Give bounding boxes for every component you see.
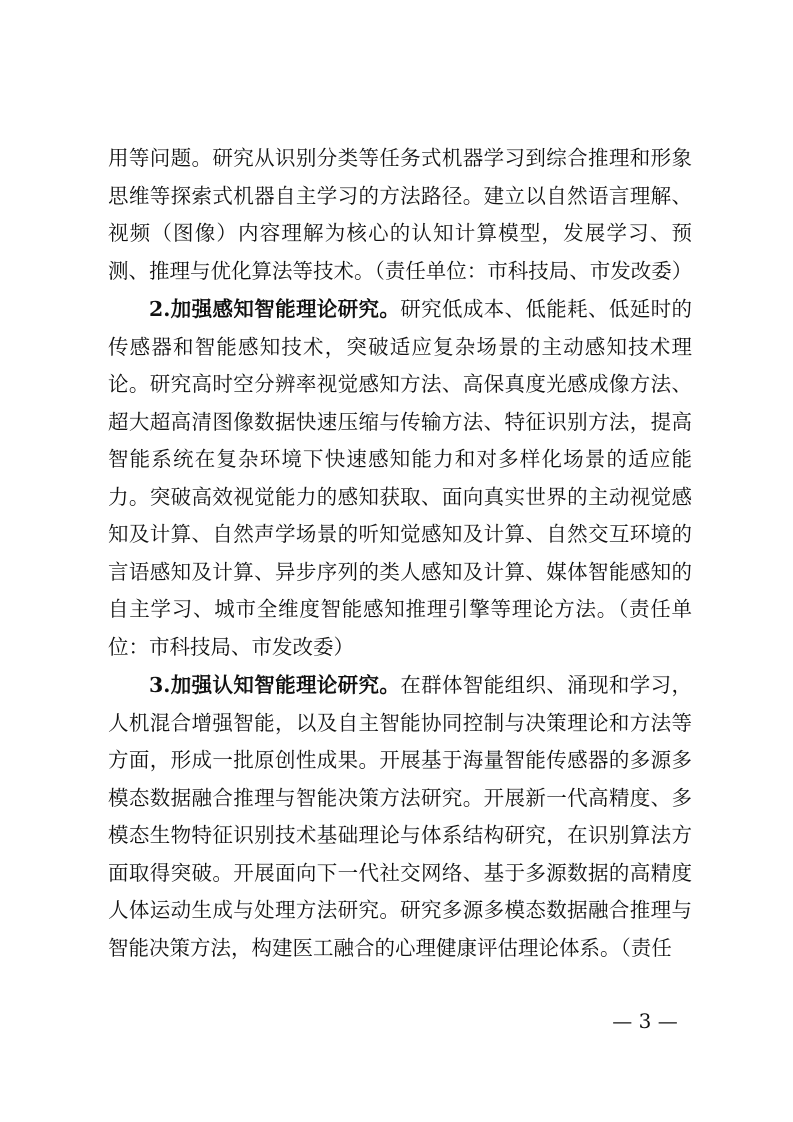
section-heading-2: 2.加强感知智能理论研究。: [149, 297, 401, 321]
paragraph-2-body: 研究低成本、低能耗、低延时的传感器和智能感知技术，突破适应复杂场景的主动感知技术理论。研究高时空分辨率视觉感知方法、高保真度光感成像方法、超大超高清图像数据快速压缩与传输方法、特征识别方法，提高智能系统在复杂环境下快速感知能力和对多样化场景的适应能力。突破高效视觉能力的感知获取、面向真实世界的主动视觉感知及计算、自然声学场景的听知觉感知及计算、自然交互环境的言语感知及计算、异步序列的类人感知及计算、媒体智能感知的自主学习、城市全维度智能感知推理引擎等理论方法。（责任单位：市科技局、市发改委）: [108, 297, 692, 659]
paragraph-cognition-theory: [108, 667, 692, 967]
body-text: [108, 140, 692, 967]
paragraph-continuation: [108, 140, 692, 290]
paragraph-1-body: 用等问题。研究从识别分类等任务式机器学习到综合推理和形象思维等探索式机器自主学习的方法路径。建立以自然语言理解、视频（图像）内容理解为核心的认知计算模型，发展学习、预测、推理与优化算法等技术。（责任单位：市科技局、市发改委）: [108, 146, 693, 283]
page-number: — 3 —: [612, 1009, 678, 1033]
section-heading-3: 3.加强认知智能理论研究。: [149, 673, 401, 697]
paragraph-perception-theory: [108, 291, 692, 666]
paragraph-3-body: 在群体智能组织、涌现和学习，人机混合增强智能，以及自主智能协同控制与决策理论和方法等方面，形成一批原创性成果。开展基于海量智能传感器的多源多模态数据融合推理与智能决策方法研究。开展新一代高精度、多模态生物特征识别技术基础理论与体系结构研究，在识别算法方面取得突破。开展面向下一代社交网络、基于多源数据的高精度人体运动生成与处理方法研究。研究多源多模态数据融合推理与智能决策方法，构建医工融合的心理健康评估理论体系。（责任: [108, 673, 692, 960]
